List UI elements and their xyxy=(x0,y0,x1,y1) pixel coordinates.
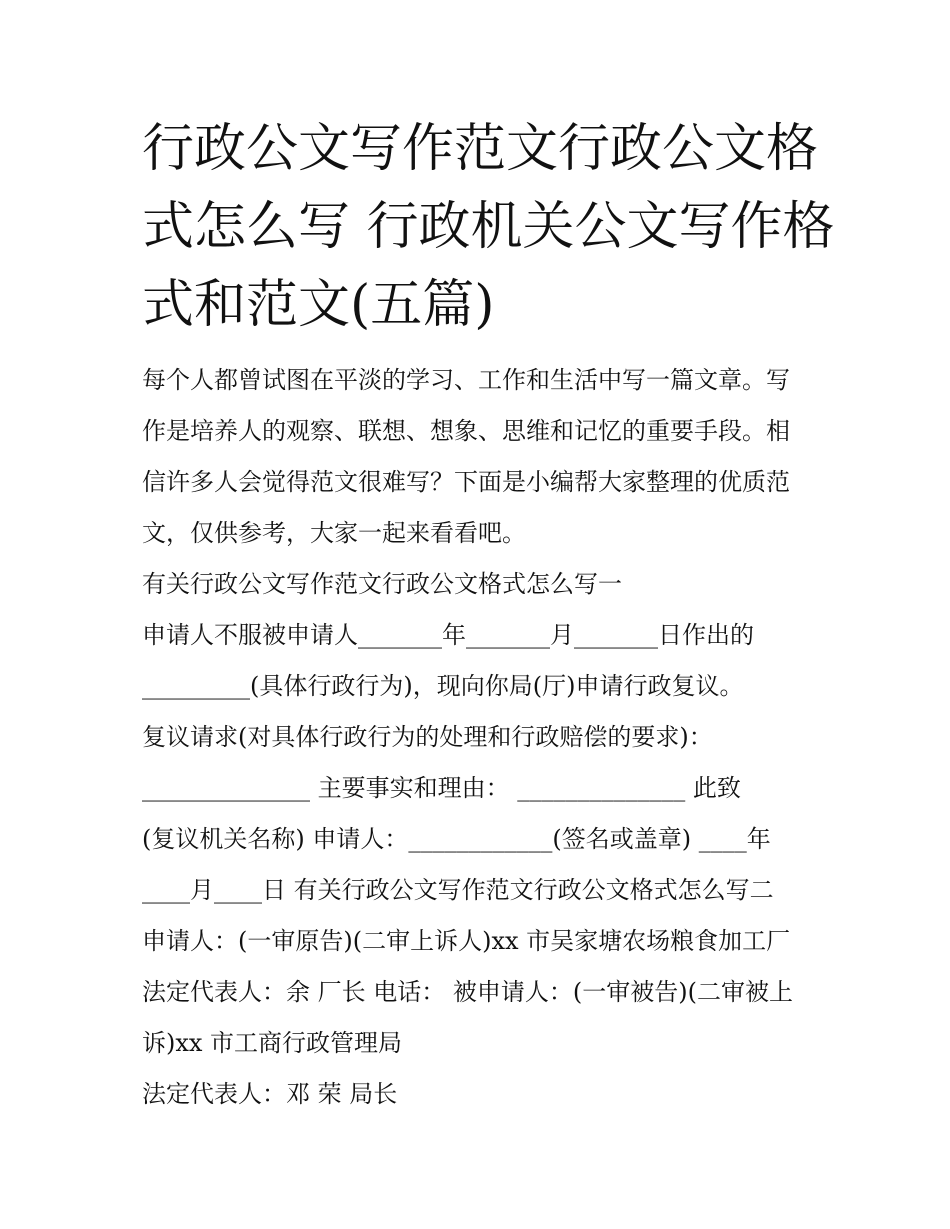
intro-line: 每个人都曾试图在平淡的学习、工作和生活中写一篇文章。写 xyxy=(142,366,790,394)
document-body xyxy=(142,355,822,1120)
body-line: 诉)xx 市工商行政管理局 xyxy=(142,1029,403,1057)
body-line: (复议机关名称) 申请人：____________(签名或盖章) ____年 xyxy=(142,825,771,853)
title-line: 式怎么写 行政机关公文写作格 xyxy=(142,197,835,257)
body-line: _________(具体行政行为)，现向你局(厅)申请行政复议。 xyxy=(142,672,744,700)
body-line: 法定代表人：余 厂长 电话： 被申请人：(一审被告)(二审被上 xyxy=(142,978,793,1006)
intro-line: 信许多人会觉得范文很难写？下面是小编帮大家整理的优质范 xyxy=(142,468,790,496)
intro-line: 文，仅供参考，大家一起来看看吧。 xyxy=(142,519,526,547)
section-heading: 有关行政公文写作范文行政公文格式怎么写一 xyxy=(142,570,622,598)
body-line: 复议请求(对具体行政行为的处理和行政赔偿的要求)： xyxy=(142,723,713,751)
body-line: ____月____日 有关行政公文写作范文行政公文格式怎么写二 xyxy=(142,876,774,904)
intro-line: 作是培养人的观察、联想、想象、思维和记忆的重要手段。相 xyxy=(142,417,790,445)
title-line: 式和范文(五篇) xyxy=(142,275,495,335)
body-line: 法定代表人：邓 荣 局长 xyxy=(142,1080,398,1108)
title-line: 行政公文写作范文行政公文格 xyxy=(142,119,819,179)
body-line: 申请人：(一审原告)(二审上诉人)xx 市吴家塘农场粮食加工厂 xyxy=(142,927,791,955)
body-line: 申请人不服被申请人_______年_______月_______日作出的 xyxy=(142,621,754,649)
document-title xyxy=(142,110,835,344)
body-line: ______________ 主要事实和理由： ______________ 此致 xyxy=(142,774,741,802)
